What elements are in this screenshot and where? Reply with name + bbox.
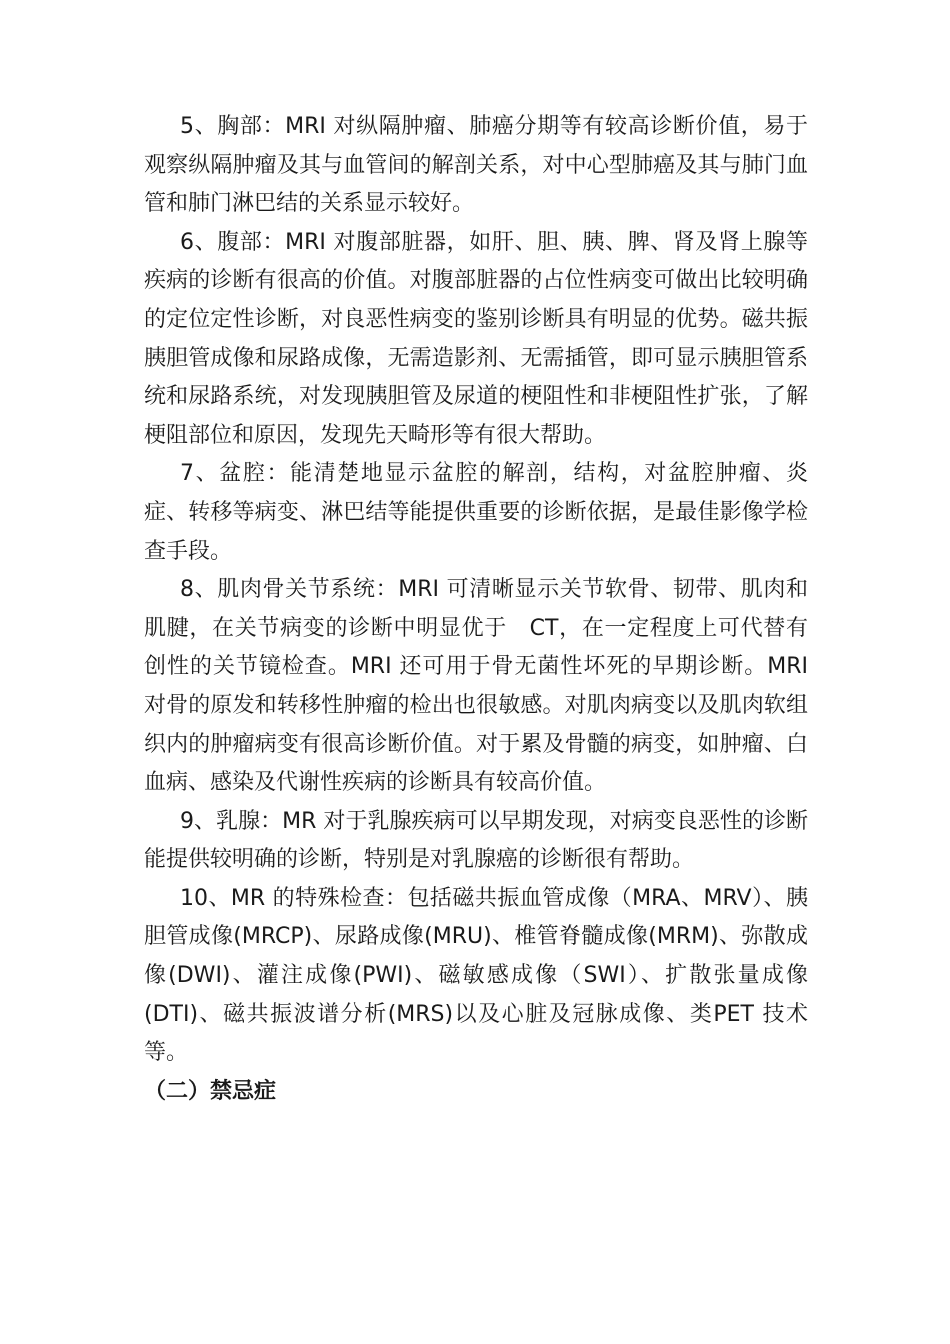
paragraph-special-exams: 10、MR 的特殊检查：包括磁共振血管成像（MRA、MRV）、胰胆管成像(MRCP)、尿路成像(MRU)、椎管脊髓成像(MRM)、弥散成像(DWI)、灌注成像(PWI)、磁敏感成像（SWI）、扩散张量成像(DTI)、磁共振波谱分析(MRS)以及心脏及冠脉成像、类PET 技术等。 bbox=[144, 885, 808, 1066]
section-heading-contraindications: （二）禁忌症 bbox=[144, 1078, 277, 1104]
paragraph-musculoskeletal: 8、肌肉骨关节系统：MRI 可清晰显示关节软骨、韧带、肌肉和肌腱，在关节病变的诊断中明显优于 CT，在一定程度上可代替有创性的关节镜检查。MRI 还可用于骨无菌性坏死的早期诊断。MRI 对骨的原发和转移性肿瘤的检出也很敏感。对肌肉病变以及肌肉软组织内的肿瘤病变有很高诊断价值。对于累及骨髓的病变，如肿瘤、白血病、感染及代谢性疾病的诊断具有较高价值。 bbox=[144, 577, 808, 796]
paragraph-pelvis: 7、盆腔：能清楚地显示盆腔的解剖，结构，对盆腔肿瘤、炎症、转移等病变、淋巴结等能提供重要的诊断依据，是最佳影像学检查手段。 bbox=[144, 461, 808, 564]
document-page bbox=[144, 108, 808, 1111]
paragraph-chest: 5、胸部：MRI 对纵隔肿瘤、肺癌分期等有较高诊断价值，易于观察纵隔肿瘤及其与血管间的解剖关系，对中心型肺癌及其与肺门血管和肺门淋巴结的关系显示较好。 bbox=[144, 114, 808, 217]
paragraph-breast: 9、乳腺：MR 对于乳腺疾病可以早期发现，对病变良恶性的诊断能提供较明确的诊断，特别是对乳腺癌的诊断很有帮助。 bbox=[144, 808, 808, 873]
paragraph-abdomen: 6、腹部：MRI 对腹部脏器，如肝、胆、胰、脾、肾及肾上腺等疾病的诊断有很高的价值。对腹部脏器的占位性病变可做出比较明确的定位定性诊断，对良恶性病变的鉴别诊断具有明显的优势。磁共振胰胆管成像和尿路成像，无需造影剂、无需插管，即可显示胰胆管系统和尿路系统，对发现胰胆管及尿道的梗阻性和非梗阻性扩张，了解梗阻部位和原因，发现先天畸形等有很大帮助。 bbox=[144, 229, 808, 448]
